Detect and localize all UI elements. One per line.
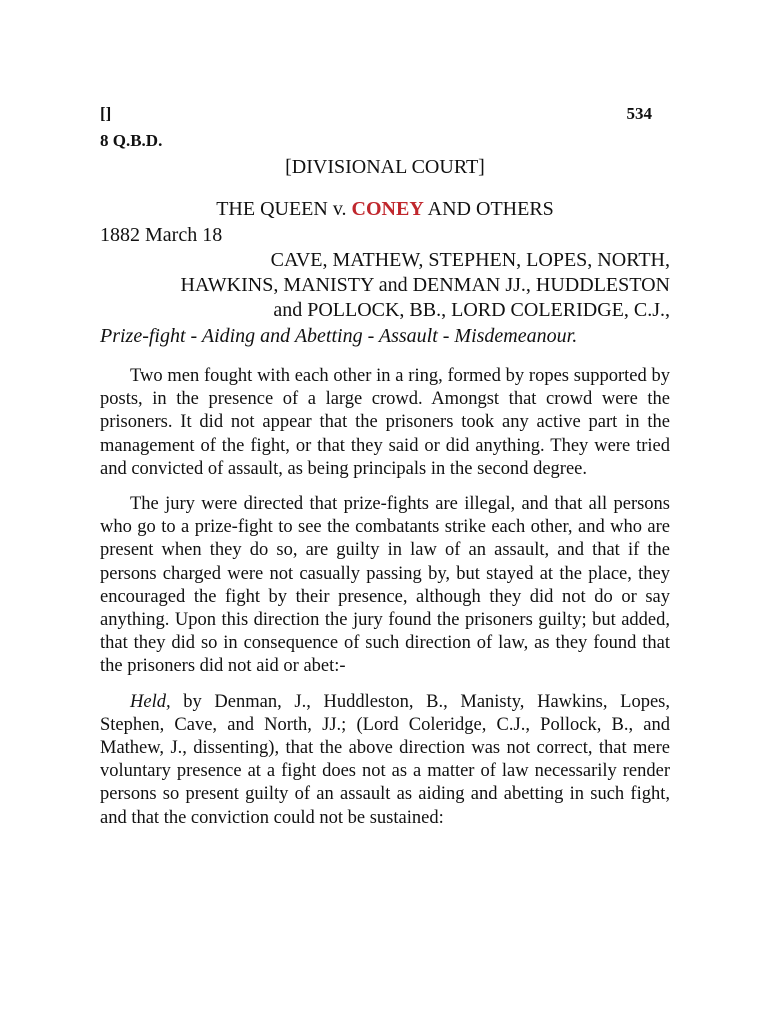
document-page bbox=[100, 104, 670, 830]
case-title-highlight: CONEY bbox=[351, 198, 424, 220]
decision-date: 1882 March 18 bbox=[100, 224, 223, 246]
judges-line: CAVE, MATHEW, STEPHEN, LOPES, NORTH, bbox=[270, 249, 670, 271]
case-title-prefix: THE QUEEN v. bbox=[216, 198, 347, 220]
page-number: 534 bbox=[626, 104, 652, 123]
page-header bbox=[100, 104, 670, 128]
court-name: [DIVISIONAL COURT] bbox=[285, 156, 485, 178]
judges-line: and POLLOCK, BB., LORD COLERIDGE, C.J., bbox=[273, 299, 670, 321]
paragraph-facts: Two men fought with each other in a ring, formed by ropes supported by posts, in the presence of a large crowd. Amongst that crowd were the prisoners. It did not appear that the prisoners took any active part in the management of the fight, or that they said or did anything. They were tried and convicted of assault, as being principals in the second degree. bbox=[100, 366, 670, 479]
held-label: Held, bbox=[130, 691, 171, 712]
paragraph-jury-direction: The jury were directed that prize-fights are illegal, and that all persons who go to a prize-fight to see the combatants strike each other, and who are present when they do so, are guilty in law of an assault, and that if the persons charged were not casually passing by, but stayed at the place, they encouraged the fight by their presence, although they did not do or say anything. Upon this direction the jury found the prisoners guilty; but added, that they did so in consequence of such direction of law, as they found that the prisoners did not aid or abet:- bbox=[100, 494, 670, 677]
case-title-suffix: AND OTHERS bbox=[427, 198, 554, 220]
catchwords: Prize-fight - Aiding and Abetting - Assault - Misdemeanour. bbox=[100, 325, 578, 347]
holding-text: by Denman, J., Huddleston, B., Manisty, Hawkins, Lopes, Stephen, Cave, and North, JJ.; (Lord Coleridge, C.J., Pollock, B., and Mathew, J., dissenting), that the above direction was not correct, that mere voluntary presence at a fight does not as a matter of law necessarily render persons so present guilty of an assault as aiding and abetting in such fight, and that the conviction could not be sustained: bbox=[100, 691, 670, 828]
case-title bbox=[100, 196, 670, 222]
judges-list bbox=[100, 248, 670, 323]
page-marker: [] bbox=[100, 104, 112, 123]
report-reference: 8 Q.B.D. bbox=[100, 131, 163, 150]
judges-line: HAWKINS, MANISTY and DENMAN JJ., HUDDLESTON bbox=[180, 274, 670, 296]
paragraph-holding bbox=[100, 691, 670, 830]
